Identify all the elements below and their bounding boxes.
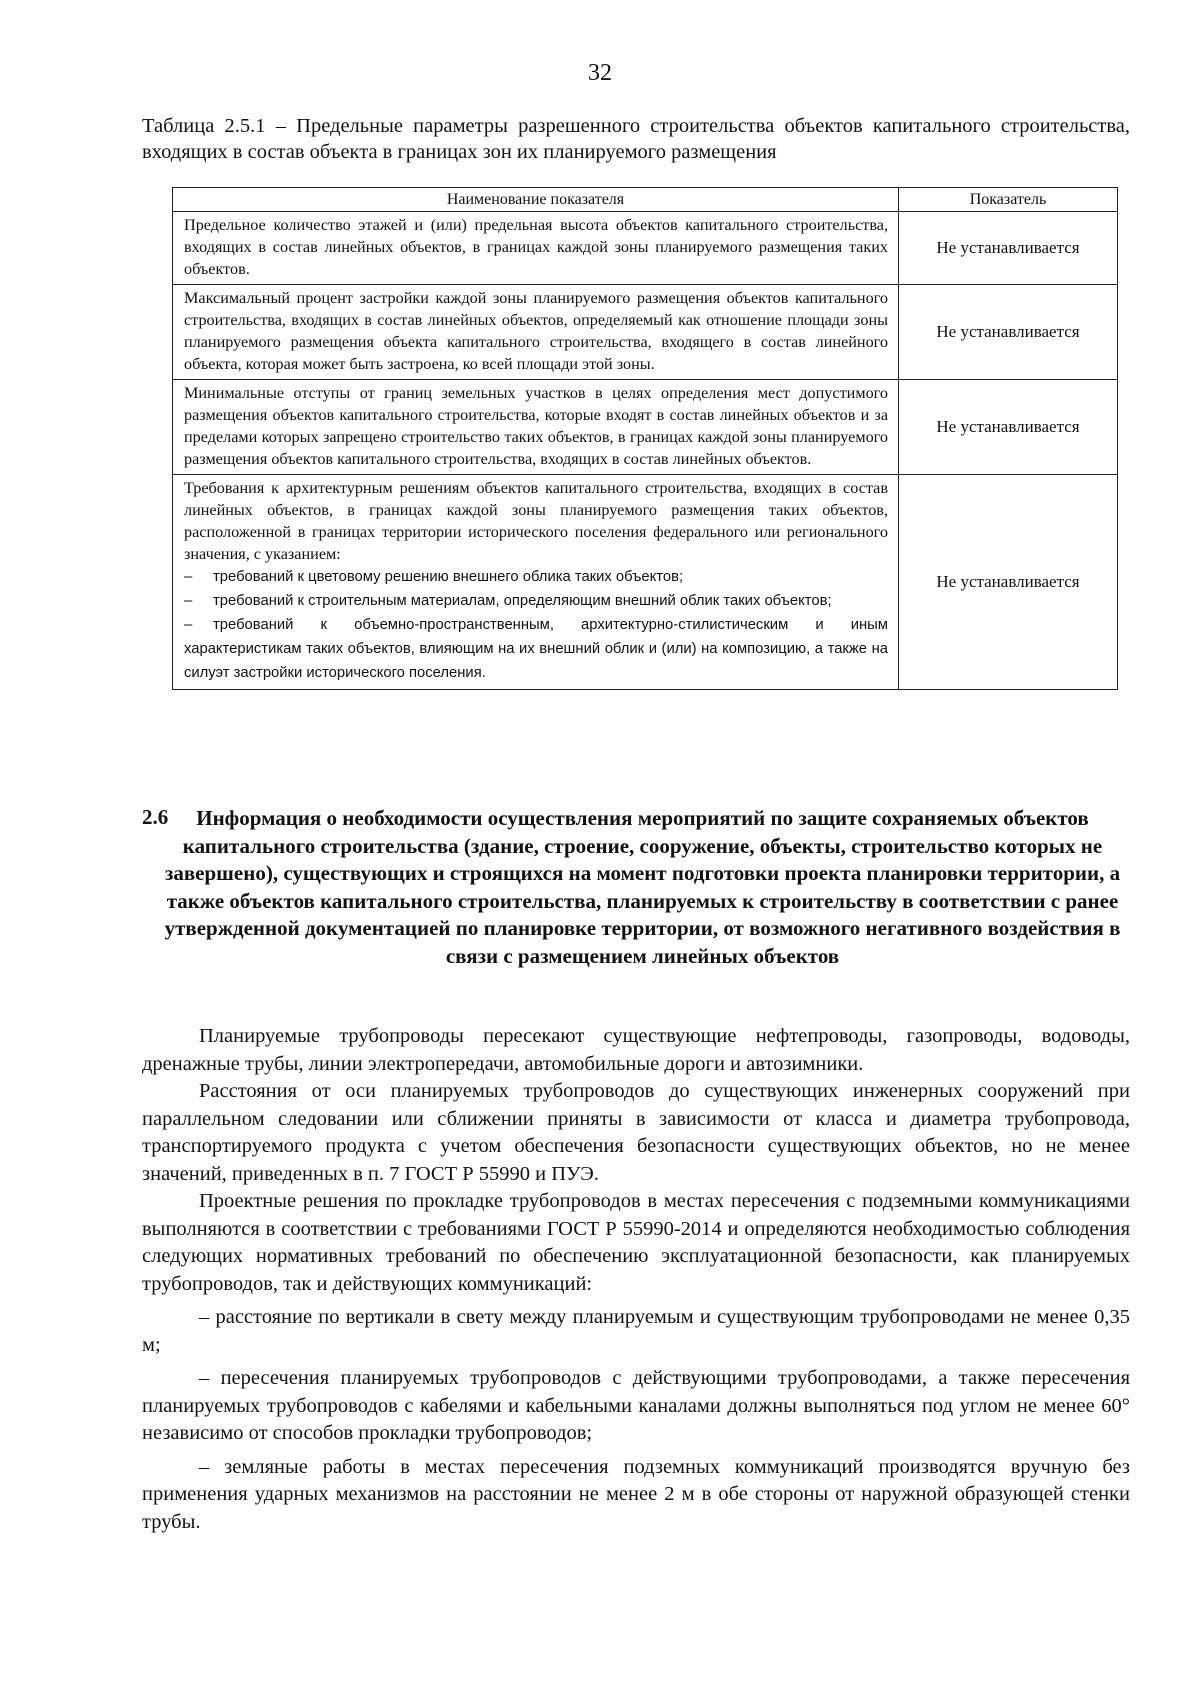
table-header-row xyxy=(173,188,1118,212)
table-row xyxy=(173,285,1118,380)
table-row xyxy=(173,475,1118,690)
table-row xyxy=(173,380,1118,475)
requirement-text: требований к объемно-пространственным, архитектурно-стилистическим и иным характеристикам таких объектов, влияющим на их внешний облик и (или) на композицию, а также на силуэт застройки исторического поселения. xyxy=(184,617,888,681)
list-paragraph: – пересечения планируемых трубопроводов с действующими трубопроводами, а также пересечения планируемых трубопроводов с кабелями и кабельными каналами должны выполняться под углом не менее 60° независимо от способов прокладки трубопроводов; xyxy=(142,1367,1130,1444)
row-name-text: Требования к архитектурным решениям объектов капитального строительства, входящих в состав линейных объектов, в границах каждой зоны планируемого размещения таких объектов, расположенной в границах территории исторического поселения федерального или регионального значения, с указанием: xyxy=(184,479,888,563)
list-dash: – xyxy=(184,569,193,585)
list-paragraph: – расстояние по вертикали в свету между планируемым и существующим трубопроводами не менее 0,35 м; xyxy=(142,1306,1130,1356)
table-caption: Таблица 2.5.1 – Предельные параметры разрешенного строительства объектов капитального строительства, входящих в состав объекта в границах зон их планируемого размещения xyxy=(142,115,1130,163)
parameters-table xyxy=(172,187,1118,690)
list-dash: – xyxy=(184,617,193,633)
row-value: Не устанавливается xyxy=(899,212,1118,285)
row-value: Не устанавливается xyxy=(899,475,1118,690)
row-name: Предельное количество этажей и (или) предельная высота объектов капитального строительства, входящих в состав линейных объектов, в границах каждой зоны планируемого размещения таких объектов. xyxy=(173,212,899,285)
body-text xyxy=(142,1023,1130,1536)
paragraph: Планируемые трубопроводы пересекают существующие нефтепроводы, газопроводы, водоводы, дренажные трубы, линии электропередачи, автомобильные дороги и автозимники. xyxy=(142,1025,1130,1075)
list-paragraph: – земляные работы в местах пересечения подземных коммуникаций производятся вручную без применения ударных механизмов на расстоянии не менее 2 м в обе стороны от наружной образующей стенки трубы. xyxy=(142,1455,1130,1533)
row-value: Не устанавливается xyxy=(899,380,1118,475)
requirement-text: требований к строительным материалам, определяющим внешний облик таких объектов; xyxy=(213,593,832,609)
row-name: Максимальный процент застройки каждой зоны планируемого размещения объектов капитального строительства, входящих в состав линейных объектов, определяемый как отношение площади зоны планируемого размещения объекта капитального строительства, входящего в состав линейного объекта, которая может быть застроена, ко всей площади этой зоны. xyxy=(173,285,899,380)
row-name-with-list xyxy=(173,475,899,690)
requirement-item xyxy=(184,589,888,613)
list-dash: – xyxy=(184,593,193,609)
page-number: 32 xyxy=(588,60,612,86)
row-name: Минимальные отступы от границ земельных участков в целях определения мест допустимого размещения объектов капитального строительства, которые входят в состав линейных объектов и за пределами которых запрещено строительство таких объектов, в границах каждой зоны планируемого размещения объектов капитального строительства, входящих в состав линейных объектов. xyxy=(173,380,899,475)
requirement-text: требований к цветовому решению внешнего облика таких объектов; xyxy=(213,569,684,585)
column-header-value: Показатель xyxy=(899,188,1118,212)
requirement-item xyxy=(184,565,888,589)
section-title: Информация о необходимости осуществления мероприятий по защите сохраняемых объектов капитального строительства (здание, строение, сооружение, объекты, строительство которых не завершено), существующих и строящихся на момент подготовки проекта планировки территории, а также объектов капитального строительства, планируемых к строительству в соответствии с ранее утвержденной документацией по планировке территории, от возможного негативного воздействия в связи с размещением линейных объектов xyxy=(164,806,1121,968)
paragraph: Проектные решения по прокладке трубопроводов в местах пересечения с подземными коммуникациями выполняются в соответствии с требованиями ГОСТ Р 55990-2014 и определяются необходимостью соблюдения следующих нормативных требований по обеспечению эксплуатационной безопасности, как планируемых трубопроводов, так и действующих коммуникаций: xyxy=(142,1190,1130,1295)
table-row xyxy=(173,212,1118,285)
paragraph: Расстояния от оси планируемых трубопроводов до существующих инженерных сооружений при параллельном следовании или сближении приняты в зависимости от класса и диаметра трубопровода, транспортируемого продукта с учетом обеспечения безопасности существующих объектов, но не менее значений, приведенных в п. 7 ГОСТ Р 55990 и ПУЭ. xyxy=(142,1080,1130,1185)
row-value: Не устанавливается xyxy=(899,285,1118,380)
section-number: 2.6 xyxy=(142,805,169,829)
requirement-item xyxy=(184,613,888,685)
column-header-name: Наименование показателя xyxy=(173,188,899,212)
